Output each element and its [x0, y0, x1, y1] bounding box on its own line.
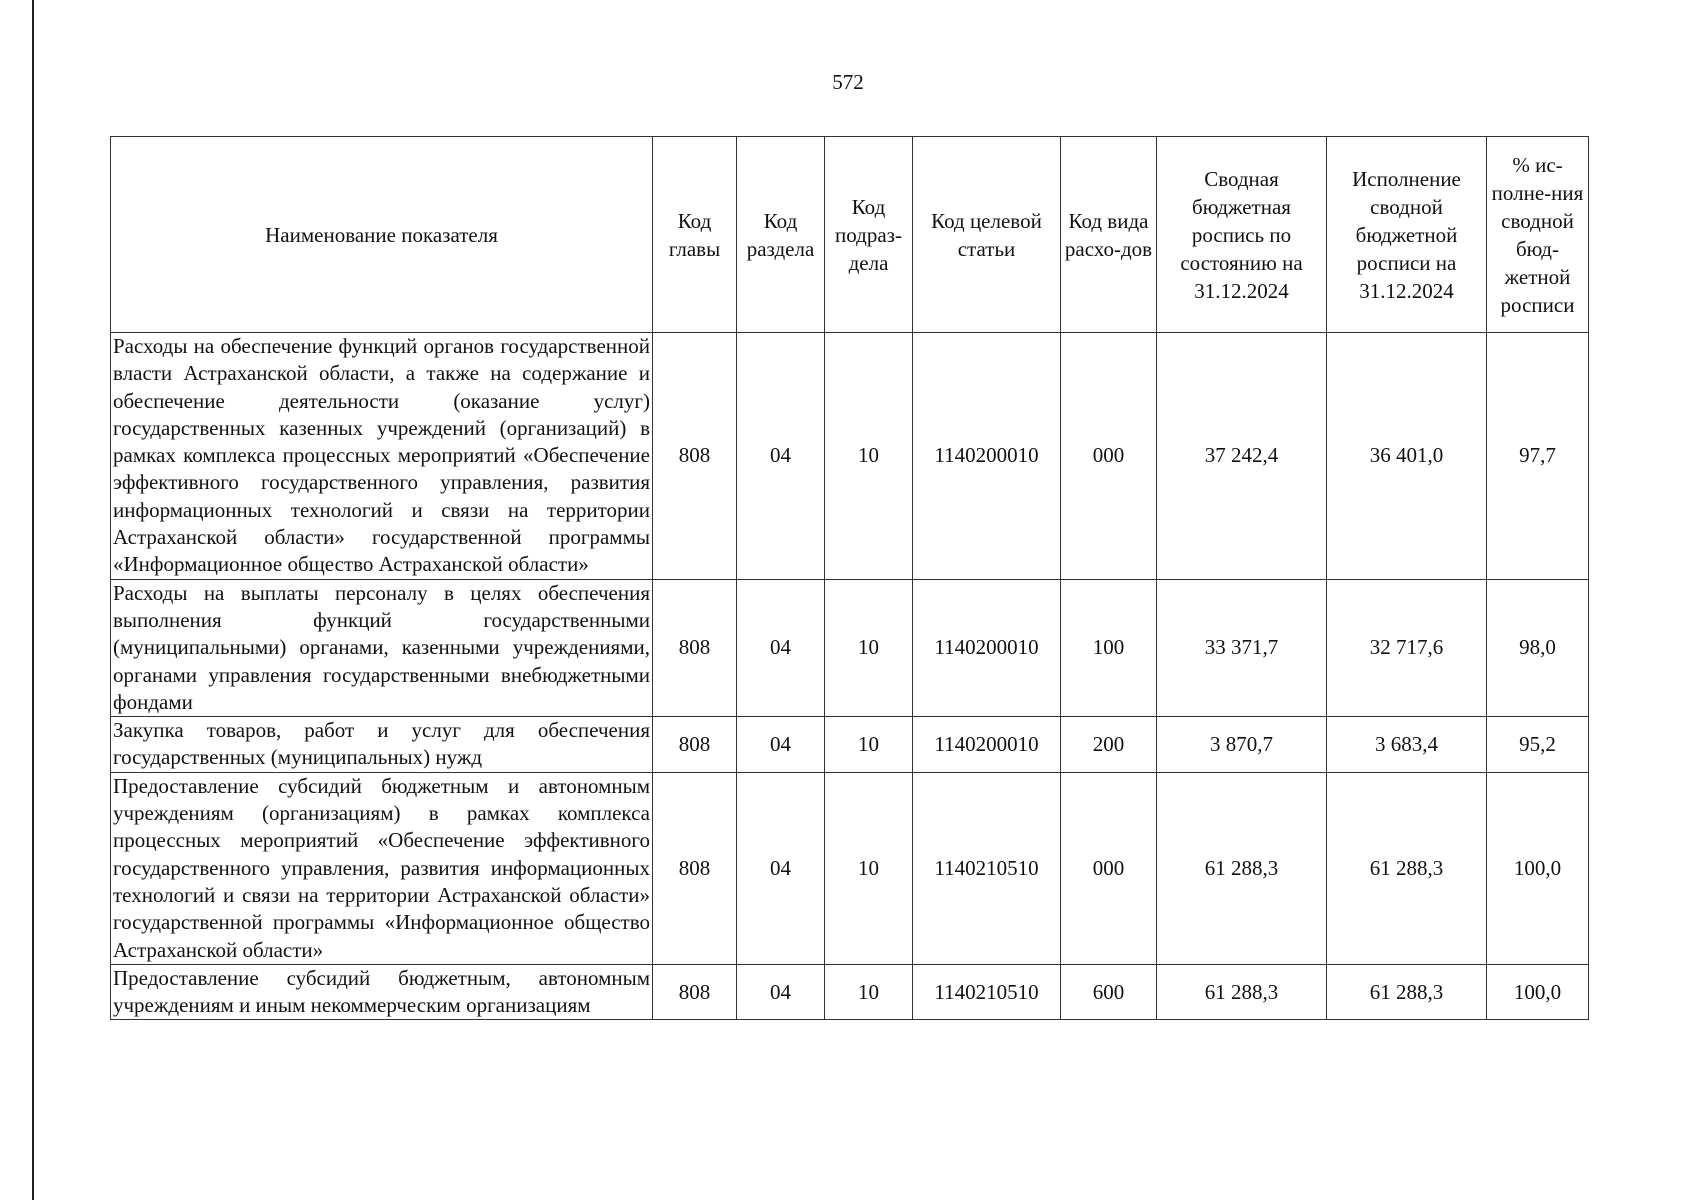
budget-table	[110, 136, 1589, 1020]
row-subsection: 10	[825, 717, 913, 773]
header-executed: Исполнение сводной бюджетной росписи на 31.12.2024	[1327, 137, 1487, 333]
row-chapter: 808	[653, 717, 737, 773]
row-name: Закупка товаров, работ и услуг для обеспечения государственных (муниципальных) нужд	[111, 717, 653, 773]
row-percent: 100,0	[1487, 964, 1589, 1020]
row-executed: 61 288,3	[1327, 964, 1487, 1020]
table-row	[111, 772, 1589, 964]
row-chapter: 808	[653, 964, 737, 1020]
row-target: 1140200010	[913, 333, 1061, 580]
table-header-row	[111, 137, 1589, 333]
row-planned: 3 870,7	[1157, 717, 1327, 773]
row-expense-type: 100	[1061, 579, 1157, 716]
row-section: 04	[737, 964, 825, 1020]
row-subsection: 10	[825, 579, 913, 716]
row-executed: 61 288,3	[1327, 772, 1487, 964]
row-chapter: 808	[653, 772, 737, 964]
row-planned: 61 288,3	[1157, 772, 1327, 964]
row-target: 1140210510	[913, 772, 1061, 964]
row-planned: 61 288,3	[1157, 964, 1327, 1020]
header-target: Код целевой статьи	[913, 137, 1061, 333]
row-section: 04	[737, 772, 825, 964]
header-planned: Сводная бюджетная роспись по состоянию на 31.12.2024	[1157, 137, 1327, 333]
row-chapter: 808	[653, 579, 737, 716]
header-name: Наименование показателя	[111, 137, 653, 333]
row-executed: 36 401,0	[1327, 333, 1487, 580]
row-expense-type: 000	[1061, 333, 1157, 580]
row-section: 04	[737, 579, 825, 716]
row-expense-type: 600	[1061, 964, 1157, 1020]
header-expense-type: Код вида расхо-дов	[1061, 137, 1157, 333]
row-name: Предоставление субсидий бюджетным, автономным учреждениям и иным некоммерческим организациям	[111, 964, 653, 1020]
row-name: Расходы на выплаты персоналу в целях обеспечения выполнения функций государственными (муниципальными) органами, казенными учреждениями, органами управления государственными внебюджетными фондами	[111, 579, 653, 716]
margin-line	[32, 0, 34, 1200]
header-subsection: Код подраз-дела	[825, 137, 913, 333]
row-section: 04	[737, 717, 825, 773]
row-subsection: 10	[825, 333, 913, 580]
row-executed: 3 683,4	[1327, 717, 1487, 773]
header-section: Код раздела	[737, 137, 825, 333]
table-row	[111, 717, 1589, 773]
row-percent: 95,2	[1487, 717, 1589, 773]
row-target: 1140210510	[913, 964, 1061, 1020]
row-expense-type: 000	[1061, 772, 1157, 964]
table-row	[111, 333, 1589, 580]
row-executed: 32 717,6	[1327, 579, 1487, 716]
row-target: 1140200010	[913, 579, 1061, 716]
row-subsection: 10	[825, 772, 913, 964]
row-percent: 97,7	[1487, 333, 1589, 580]
row-percent: 98,0	[1487, 579, 1589, 716]
table-row	[111, 964, 1589, 1020]
row-name: Расходы на обеспечение функций органов государственной власти Астраханской области, а также на содержание и обеспечение деятельности (оказание услуг) государственных казенных учреждений (организаций) в рамках комплекса процессных мероприятий «Обеспечение эффективного государственного управления, развития информационных технологий и связи на территории Астраханской области» государственной программы «Информационное общество Астраханской области»	[111, 333, 653, 580]
row-chapter: 808	[653, 333, 737, 580]
header-percent: % ис-полне-ния сводной бюд-жетной росписи	[1487, 137, 1589, 333]
row-target: 1140200010	[913, 717, 1061, 773]
row-name: Предоставление субсидий бюджетным и автономным учреждениям (организациям) в рамках комплекса процессных мероприятий «Обеспечение эффективного государственного управления, развития информационных технологий и связи на территории Астраханской области» государственной программы «Информационное общество Астраханской области»	[111, 772, 653, 964]
header-chapter: Код главы	[653, 137, 737, 333]
row-section: 04	[737, 333, 825, 580]
row-planned: 37 242,4	[1157, 333, 1327, 580]
row-subsection: 10	[825, 964, 913, 1020]
row-planned: 33 371,7	[1157, 579, 1327, 716]
page-number: 572	[832, 70, 864, 94]
table-row	[111, 579, 1589, 716]
row-expense-type: 200	[1061, 717, 1157, 773]
row-percent: 100,0	[1487, 772, 1589, 964]
